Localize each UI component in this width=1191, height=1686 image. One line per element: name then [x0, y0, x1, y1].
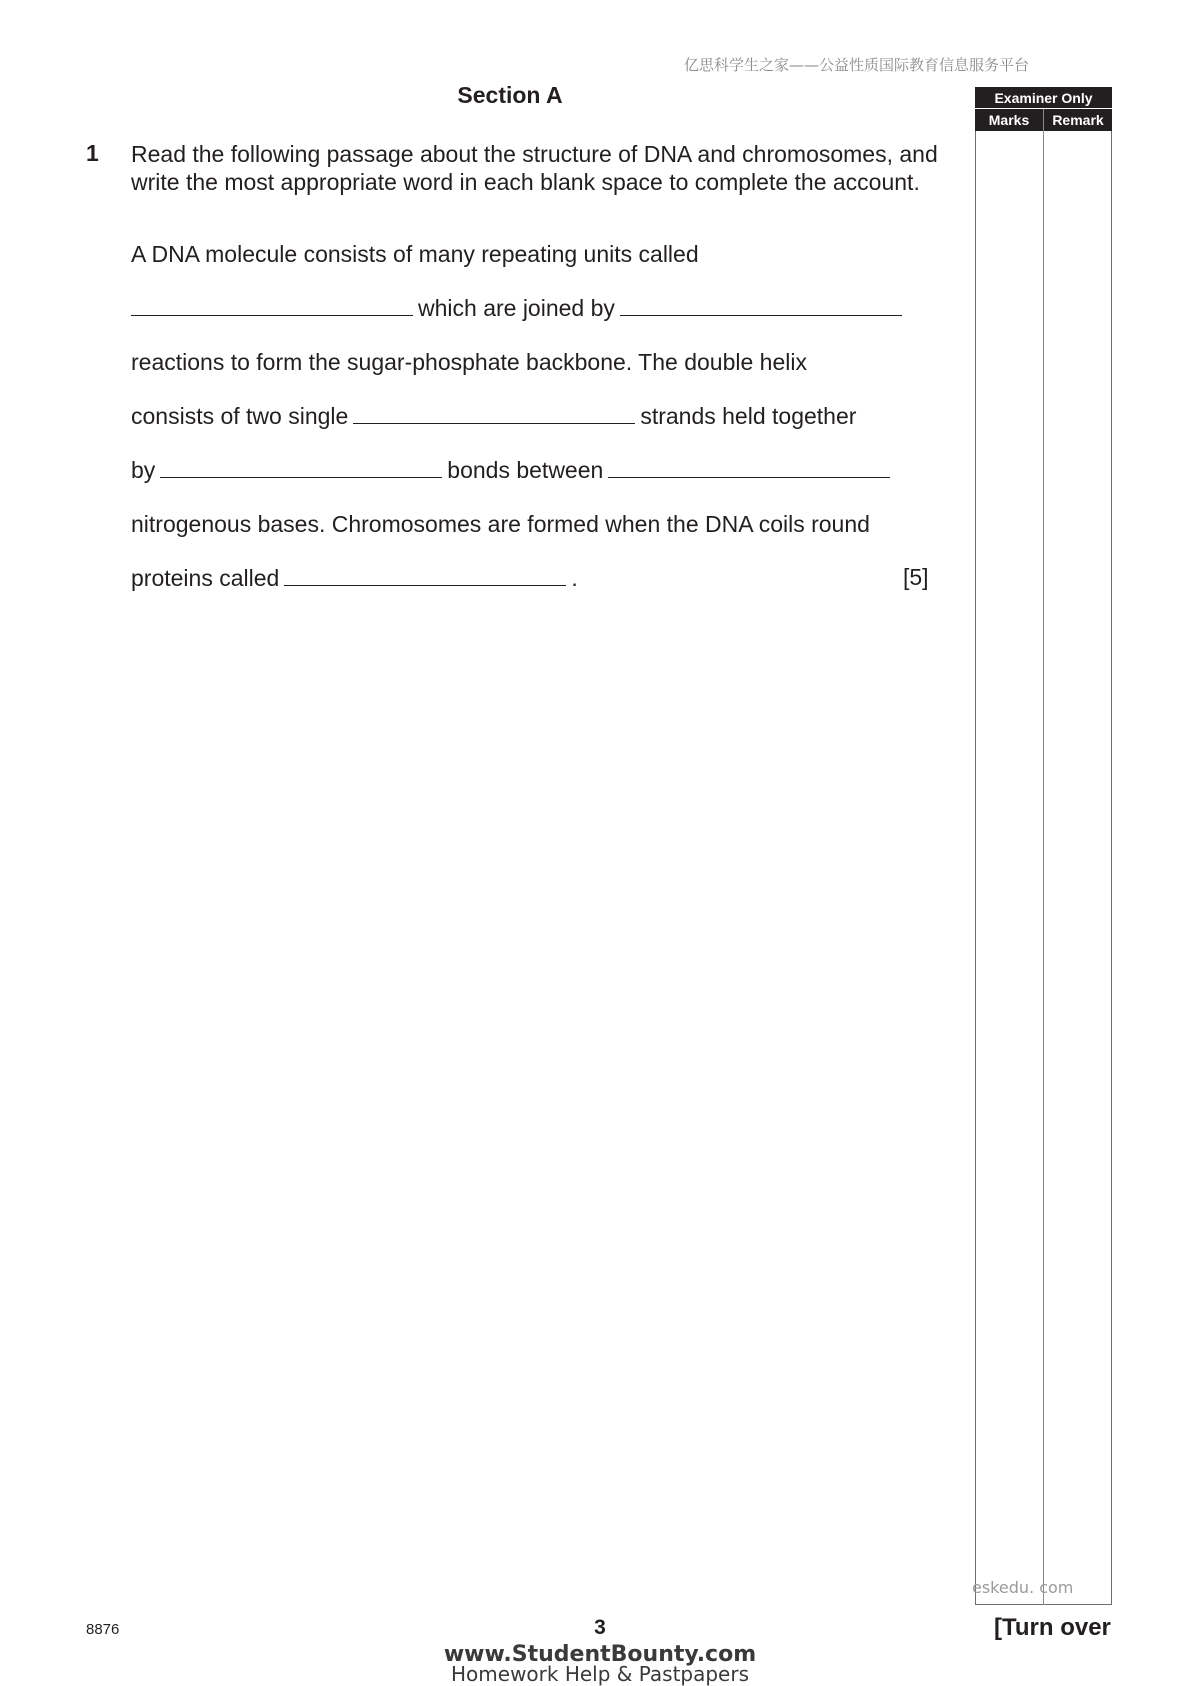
passage-line-4: [131, 402, 856, 430]
examiner-column-divider: [1043, 109, 1044, 1605]
passage-line-6: [131, 510, 870, 538]
answer-blank-1[interactable]: [131, 295, 413, 316]
passage-line-7: [131, 564, 578, 592]
turn-over-label: [Turn over: [994, 1614, 1111, 1641]
studentbounty-url[interactable]: www.StudentBounty.com: [443, 1642, 757, 1667]
passage-text: by: [131, 457, 156, 483]
footer-watermark: eskedu. com: [972, 1578, 1074, 1597]
passage-text: bonds between: [447, 457, 604, 483]
passage-text: A DNA molecule consists of many repeating units called: [131, 241, 699, 267]
passage-line-1: [131, 240, 699, 268]
answer-blank-2[interactable]: [620, 295, 902, 316]
question-intro: Read the following passage about the structure of DNA and chromosomes, and write the most appropriate word in each blank space to complete the account.: [131, 141, 938, 195]
answer-blank-3[interactable]: [353, 403, 635, 424]
passage-line-5: [131, 456, 895, 484]
answer-blank-6[interactable]: [284, 565, 566, 586]
passage-text: .: [571, 565, 578, 591]
examiner-only-header: Examiner Only: [975, 87, 1112, 109]
passage-line-2: [131, 294, 907, 322]
examiner-marks-header: Marks: [975, 109, 1043, 131]
passage-text: proteins called: [131, 565, 280, 591]
passage-text: reactions to form the sugar-phosphate backbone. The double helix: [131, 349, 807, 375]
answer-blank-4[interactable]: [160, 457, 442, 478]
studentbounty-tagline: Homework Help & Pastpapers: [451, 1662, 749, 1686]
page-number: 3: [594, 1616, 606, 1639]
passage-line-3: [131, 348, 807, 376]
header-watermark: 亿思科学生之家——公益性质国际教育信息服务平台: [684, 56, 1030, 74]
passage-text: consists of two single: [131, 403, 349, 429]
examiner-remark-header: Remark: [1044, 109, 1112, 131]
section-title: Section A: [457, 82, 563, 108]
passage-text: strands held together: [640, 403, 857, 429]
passage-text: nitrogenous bases. Chromosomes are formed when the DNA coils round: [131, 511, 870, 537]
question-marks: [5]: [903, 564, 929, 590]
answer-blank-5[interactable]: [608, 457, 890, 478]
passage-text: which are joined by: [418, 295, 615, 321]
question-number: 1: [86, 140, 99, 166]
paper-code: 8876: [86, 1621, 120, 1638]
